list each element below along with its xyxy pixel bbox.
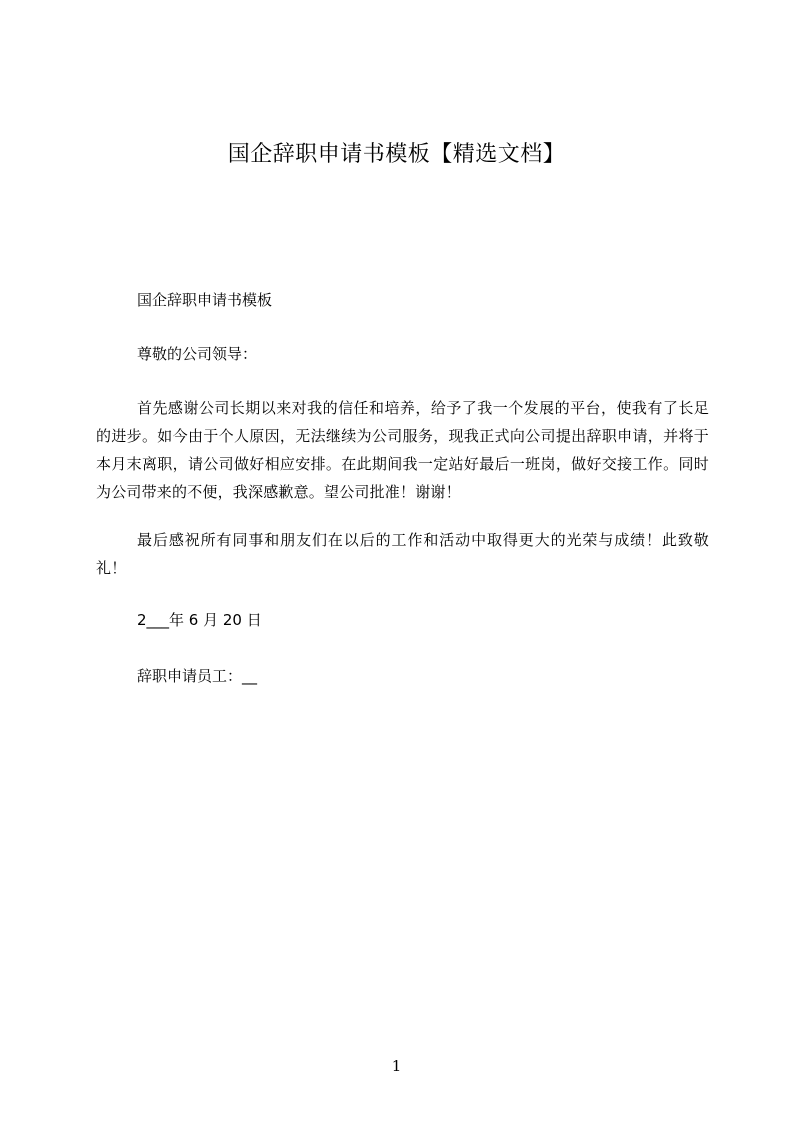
date-line: 2___年 6 月 20 日 bbox=[137, 611, 262, 629]
signature-line: 辞职申请员工：__ bbox=[137, 667, 258, 685]
page-number: 1 bbox=[391, 1057, 402, 1075]
body-paragraph-1: 首先感谢公司长期以来对我的信任和培养，给予了我一个发展的平台，使我有了长足的进步。如今由于个人原因，无法继续为公司服务，现我正式向公司提出辞职申请，并将于本月末离职，请公司做好相应安排。在此期间我一定站好最后一班岗，做好交接工作。同时为公司带来的不便，我深感歉意。望公司批准！谢谢！ bbox=[96, 399, 709, 501]
document-title: 国企辞职申请书模板【精选文档】 bbox=[227, 142, 566, 167]
document-heading: 国企辞职申请书模板 bbox=[137, 291, 273, 309]
salutation: 尊敬的公司领导： bbox=[137, 345, 258, 363]
body-paragraph-2: 最后感祝所有同事和朋友们在以后的工作和活动中取得更大的光荣与成绩！此致敬礼！ bbox=[96, 531, 709, 577]
